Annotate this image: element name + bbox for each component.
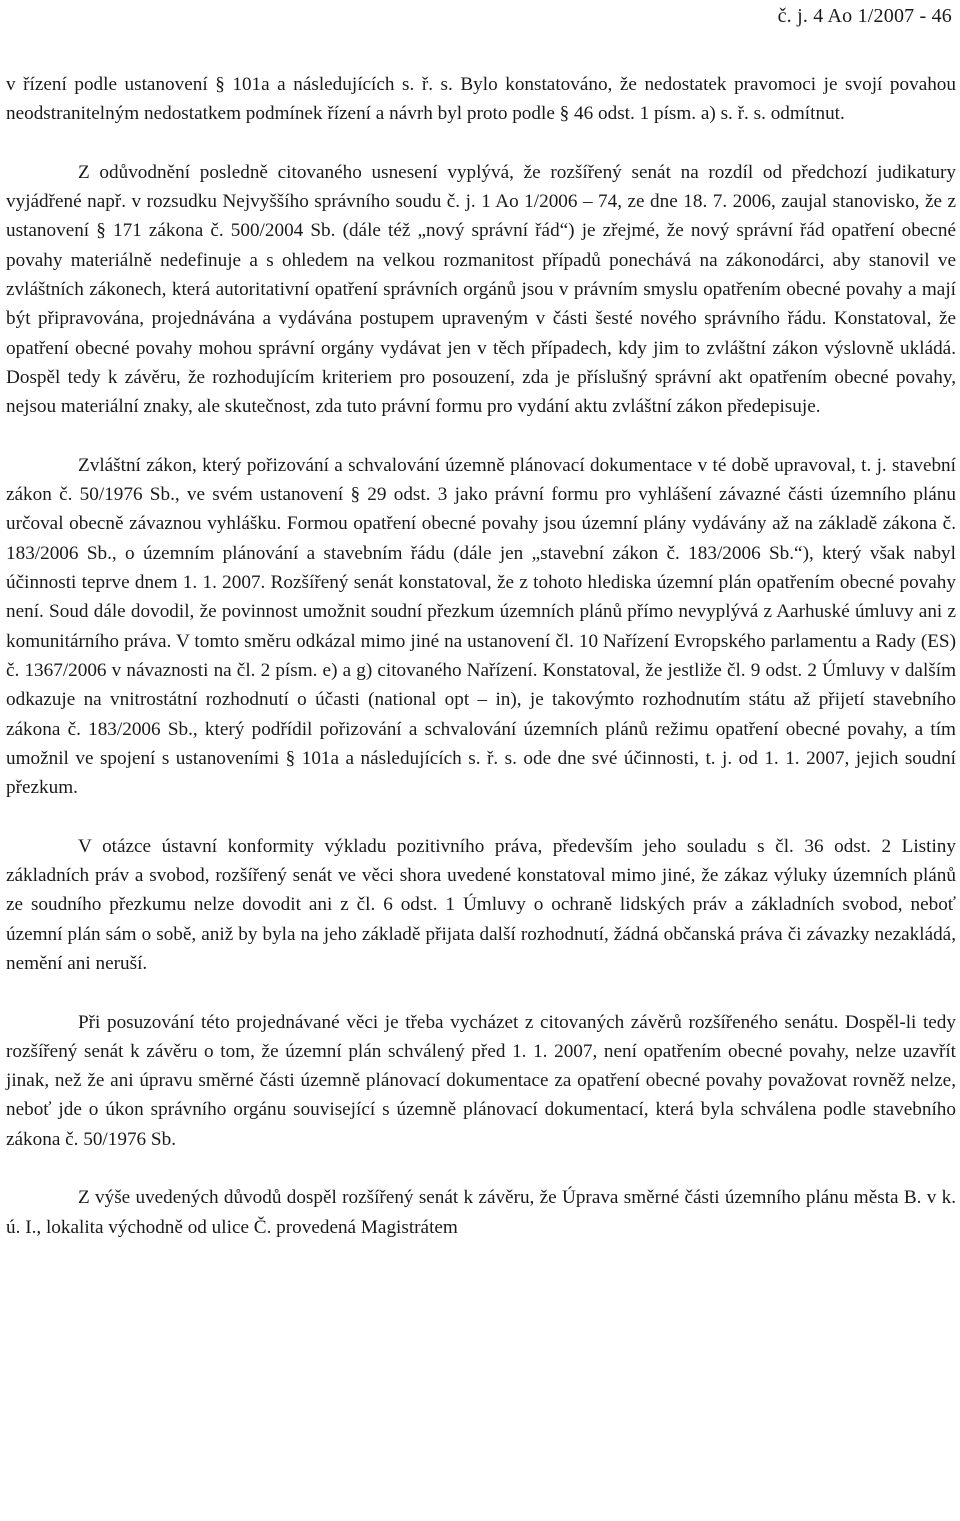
paragraph-1: v řízení podle ustanovení § 101a a následujících s. ř. s. Bylo konstatováno, že nedostatek pravomoci je svojí povahou neodstranitelným nedostatkem podmínek řízení a návrh byl proto podle § 46 odst. 1 písm. a) s. ř. s. odmítnut.	[6, 74, 956, 125]
paragraph-4: V otázce ústavní konformity výkladu pozitivního práva, především jeho souladu s čl. 36 odst. 2 Listiny základních práv a svobod, rozšířený senát ve věci shora uvedené konstatoval mimo jiné, že zákaz výluky územních plánů ze soudního přezkumu nelze dovodit ani z čl. 6 odst. 1 Úmluvy o ochraně lidských práv a základních svobod, neboť územní plán sám o sobě, aniž by byla na jeho základě přijata další rozhodnutí, žádná občanská práva či závazky nezakládá, nemění ani neruší.	[6, 835, 956, 974]
paragraph-6: Z výše uvedených důvodů dospěl rozšířený senát k závěru, že Úprava směrné části územního plánu města B. v k. ú. I., lokalita východně od ulice Č. provedená Magistrátem	[6, 1187, 956, 1238]
case-number-header: č. j. 4 Ao 1/2007 - 46	[777, 5, 952, 27]
paragraph-2: Z odůvodnění posledně citovaného usnesení vyplývá, že rozšířený senát na rozdíl od předchozí judikatury vyjádřené např. v rozsudku Nejvyššího správního soudu č. j. 1 Ao 1/2006 – 74, ze dne 18. 7. 2006, zaujal stanovisko, že z ustanovení § 171 zákona č. 500/2004 Sb. (dále též „nový správní řád“) je zřejmé, že nový správní řád opatření obecné povahy materiálně nedefinuje a s ohledem na velkou rozmanitost případů ponechává na zákonodárci, aby stanovil ve zvláštních zákonech, která autoritativní opatření správních orgánů jsou v právním smyslu opatřením obecné povahy a mají být připravována, projednávána a vydávána postupem upraveným v části šesté nového správního řádu. Konstatoval, že opatření obecné povahy mohou správní orgány vydávat jen v těch případech, kdy jim to zvláštní zákon výslovně ukládá. Dospěl tedy k závěru, že rozhodujícím kriteriem pro posouzení, zda je příslušný správní akt opatřením obecné povahy, nejsou materiální znaky, ale skutečnost, zda tuto právní formu pro vydání aktu zvláštní zákon předepisuje.	[6, 161, 956, 418]
document-body	[6, 70, 956, 1242]
paragraph-5: Při posuzování této projednávané věci je třeba vycházet z citovaných závěrů rozšířeného senátu. Dospěl-li tedy rozšířený senát k závěru o tom, že územní plán schválený před 1. 1. 2007, není opatřením obecné povahy, nelze uzavřít jinak, než že ani úpravu směrné části územně plánovací dokumentace za opatření obecné povahy považovat rovněž nelze, neboť jde o úkon správního orgánu související s územně plánovací dokumentací, která byla schválena podle stavebního zákona č. 50/1976 Sb.	[6, 1011, 956, 1150]
paragraph-3: Zvláštní zákon, který pořizování a schvalování územně plánovací dokumentace v té době upravoval, t. j. stavební zákon č. 50/1976 Sb., ve svém ustanovení § 29 odst. 3 jako právní formu pro vyhlášení závazné části územního plánu určoval obecně závaznou vyhlášku. Formou opatření obecné povahy jsou územní plány vydávány až na základě zákona č. 183/2006 Sb., o územním plánování a stavebním řádu (dále jen „stavební zákon č. 183/2006 Sb.“), který však nabyl účinnosti teprve dnem 1. 1. 2007. Rozšířený senát konstatoval, že z tohoto hlediska územní plán opatřením obecné povahy není. Soud dále dovodil, že povinnost umožnit soudní přezkum územních plánů přímo nevyplývá z Aarhuské úmluvy ani z komunitárního práva. V tomto směru odkázal mimo jiné na ustanovení čl. 10 Nařízení Evropského parlamentu a Rady (ES) č. 1367/2006 v návaznosti na čl. 2 písm. e) a g) citovaného Nařízení. Konstatoval, že jestliže čl. 9 odst. 2 Úmluvy v dalším odkazuje na vnitrostátní rozhodnutí o účasti (national opt – in), je takovýmto rozhodnutím státu až přijetí stavebního zákona č. 183/2006 Sb., který podřídil pořizování a schvalování územních plánů režimu opatření obecné povahy, a tím umožnil ve spojení s ustanoveními § 101a a následujících s. ř. s. ode dne své účinnosti, t. j. od 1. 1. 2007, jejich soudní přezkum.	[6, 454, 956, 799]
